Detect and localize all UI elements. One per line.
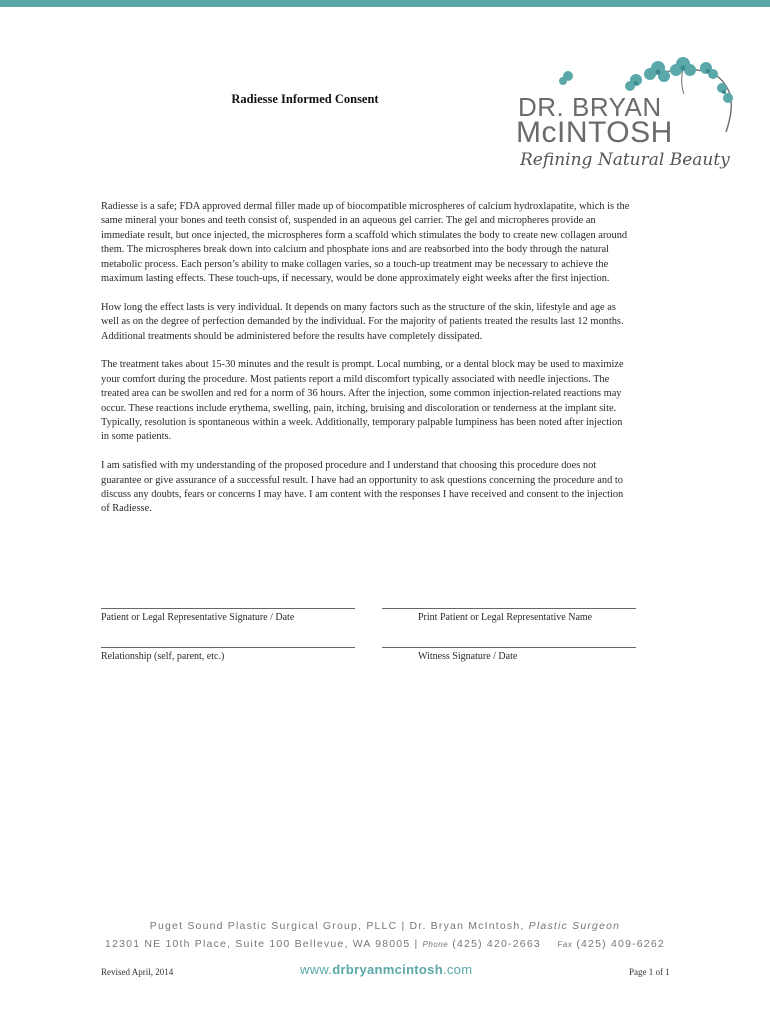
page-number: Page 1 of 1 [629, 967, 670, 977]
patient-signature-line[interactable] [101, 608, 355, 609]
phone-number: (425) 420-2663 [452, 938, 541, 950]
footer-address: 12301 NE 10th Place, Suite 100 Bellevue, WA 98005 | [105, 938, 419, 950]
witness-signature-line[interactable] [382, 647, 636, 648]
relationship-label: Relationship (self, parent, etc.) [101, 651, 225, 662]
logo-name-line1: DR. BRYAN [518, 92, 662, 122]
consent-body [101, 200, 631, 531]
patient-signature-label: Patient or Legal Representative Signature / Date [101, 612, 295, 623]
website-suffix: .com [442, 962, 473, 977]
phone-label: Phone [422, 940, 449, 949]
website-link[interactable] [300, 962, 472, 977]
print-name-line[interactable] [382, 608, 636, 609]
paragraph-procedure: The treatment takes about 15-30 minutes and the result is prompt. Local numbing, or a dental block may be used to maximize your comfort during the procedure. Most patients report a mild discomfort typically associated with needle injections. The treated area can be swollen and red for a norm of 36 hours. After the injection, some common injection-related reactions may occur. These reactions include erythema, swelling, pain, itching, bruising and discoloration or tenderness at the implant site. Typically, resolution is spontaneous within a week. Additionally, temporary palpable lumpiness has been noted after injection in some patients. [101, 359, 624, 443]
footer-role: Plastic Surgeon [528, 920, 621, 932]
logo [508, 54, 748, 184]
revision-date: Revised April, 2014 [101, 967, 174, 977]
footer-contact-info [0, 938, 770, 950]
paragraph-consent: I am satisfied with my understanding of the proposed procedure and I understand that choosing this procedure does not guarantee or give assurance of a successful result. I have had an opportunity to ask questions concerning the procedure and to discuss any doubts, fears or concerns I may have. I am content with the responses I have received and consent to the injection of Radiesse. [101, 460, 624, 515]
paragraph-description: Radiesse is a safe; FDA approved dermal filler made up of biocompatible microspheres of calcium hydroxlapatite, which is the same mineral your bones and teeth consist of, suspended in an aqueous gel carrier. The gel and micropheres provide an immediate result, but once injected, the microspheres form a scaffold which stimulates the body to create new collagen around them. The microspheres break down into calcium and phosphate ions and are reabsorbed into the body through the natural metabolic process. Each person’s ability to make collagen varies, so a touch-up treatment may be necessary to achieve the maximum lasting effects. These touch-ups, if necessary, would be done approximately eight weeks after the first injection. [101, 201, 630, 285]
top-accent-bar [0, 0, 770, 7]
footer-practice-info [0, 920, 770, 932]
relationship-line[interactable] [101, 647, 355, 648]
website-prefix: www. [300, 962, 333, 977]
logo-name-line2: McINTOSH [516, 116, 673, 149]
paragraph-duration: How long the effect lasts is very individual. It depends on many factors such as the structure of the skin, lifestyle and age as well as on the degree of perfection demanded by the individual. For the majority of patients treated the results last 12 months. Additional treatments should be administered before the results have completely dissipated. [101, 301, 624, 342]
witness-signature-label: Witness Signature / Date [418, 651, 518, 662]
fax-label: Fax [557, 940, 573, 949]
footer-group: Puget Sound Plastic Surgical Group, PLLC | Dr. Bryan McIntosh, [149, 920, 525, 932]
print-name-label: Print Patient or Legal Representative Name [418, 612, 593, 623]
website-domain: drbryanmcintosh [332, 962, 443, 977]
fax-number: (425) 409-6262 [576, 938, 665, 950]
logo-tagline: Refining Natural Beauty [520, 150, 730, 170]
page-title: Radiesse Informed Consent [231, 92, 379, 106]
